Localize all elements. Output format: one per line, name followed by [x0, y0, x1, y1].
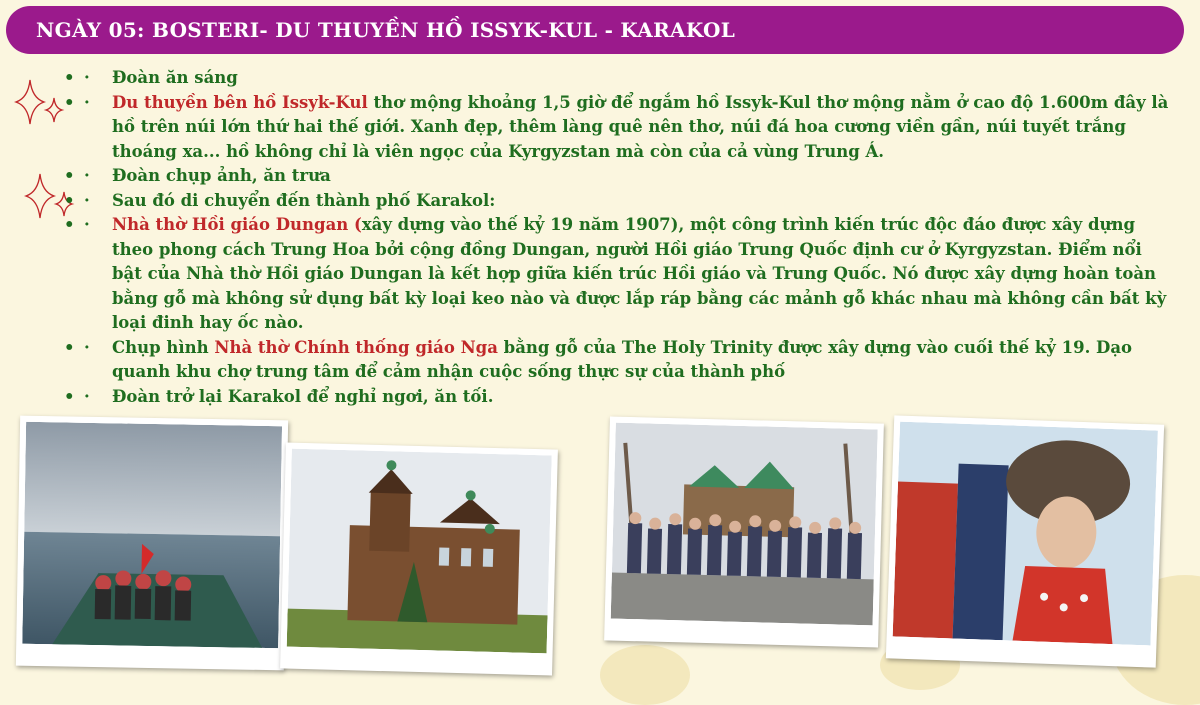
list-item: [64, 91, 1176, 165]
day-title: NGÀY 05: BOSTERI- DU THUYỀN HỒ ISSYK-KUL - KARAKOL: [36, 18, 736, 42]
item-text: Đoàn trở lại Karakol để nghỉ ngơi, ăn tối.: [112, 386, 494, 406]
itinerary-list: [64, 66, 1176, 409]
bullet-icon: •: [64, 68, 75, 87]
bullet-icon: ·: [84, 337, 90, 357]
bullet-icon: •: [64, 337, 75, 357]
day-title-bar: [6, 6, 1184, 54]
item-text: thơ mộng khoảng 1,5 giờ để ngắm hồ Issyk-Kul thơ mộng nằm ở cao độ 1.600m đây là hồ trên núi lớn thứ hai thế giới. Xanh đẹp, thêm làng quê nên thơ, núi đá hoa cương viền gần, núi tuyết trắng thoáng xa... hồ không chỉ là viên ngọc của Kyrgyzstan mà còn của cả vùng Trung Á.: [112, 92, 1169, 161]
item-text: bằng gỗ của The Holy Trinity được xây dựng vào cuối thế kỷ 19. Dạo quanh khu chợ trung tâm để cảm nhận cuộc sống thực sự của thành phố: [112, 337, 1133, 381]
highlight-text: Du thuyền bên hồ Issyk-Kul: [112, 92, 368, 112]
bullet-icon: ·: [84, 215, 90, 234]
decor-blob: [600, 645, 690, 705]
bullet-icon: ·: [84, 166, 90, 185]
bullet-icon: •: [64, 166, 75, 185]
highlight-text: Nhà thờ Hồi giáo Dungan (: [112, 215, 362, 234]
list-item: [64, 66, 1176, 91]
item-text: Đoàn ăn sáng: [112, 68, 238, 87]
bullet-icon: ·: [84, 190, 90, 210]
list-item: [64, 213, 1176, 336]
list-item: [64, 336, 1176, 385]
bullet-icon: ·: [84, 386, 90, 406]
photo-group-dungan-mosque: [604, 416, 884, 647]
bullet-icon: •: [64, 92, 75, 112]
item-text: Chụp hình: [112, 337, 215, 357]
bullet-icon: •: [64, 215, 75, 234]
list-item: [64, 385, 1176, 410]
item-text: Sau đó di chuyển đến thành phố Karakol:: [112, 190, 496, 210]
bullet-icon: ·: [84, 68, 90, 87]
photo-holy-trinity-church: [280, 442, 558, 675]
bullet-icon: •: [64, 190, 75, 210]
photo-boat-lake: [16, 416, 288, 671]
bullet-icon: •: [64, 386, 75, 406]
sparkle-icon: [14, 78, 66, 128]
item-text: Đoàn chụp ảnh, ăn trưa: [112, 166, 331, 185]
list-item: [64, 189, 1176, 214]
list-item: [64, 164, 1176, 189]
bullet-icon: ·: [84, 92, 90, 112]
highlight-text: Nhà thờ Chính thống giáo Nga: [214, 337, 498, 357]
item-text: xây dựng vào thế kỷ 19 năm 1907), một công trình kiến trúc độc đáo được xây dựng theo phong cách Trung Hoa bởi cộng đồng Dungan, người Hồi giáo Trung Quốc định cư ở Kyrgyzstan. Điểm nổi bật của Nhà thờ Hồi giáo Dungan là kết hợp giữa kiến trúc Hồi giáo và Trung Quốc. Nó được xây dựng hoàn toàn bằng gỗ mà không sử dụng bất kỳ loại keo nào và được lắp ráp bằng các mảnh gỗ khác nhau mà không cần bất kỳ loại đinh hay ốc nào.: [112, 215, 1167, 332]
photo-kyrgyz-girl: [886, 415, 1164, 667]
